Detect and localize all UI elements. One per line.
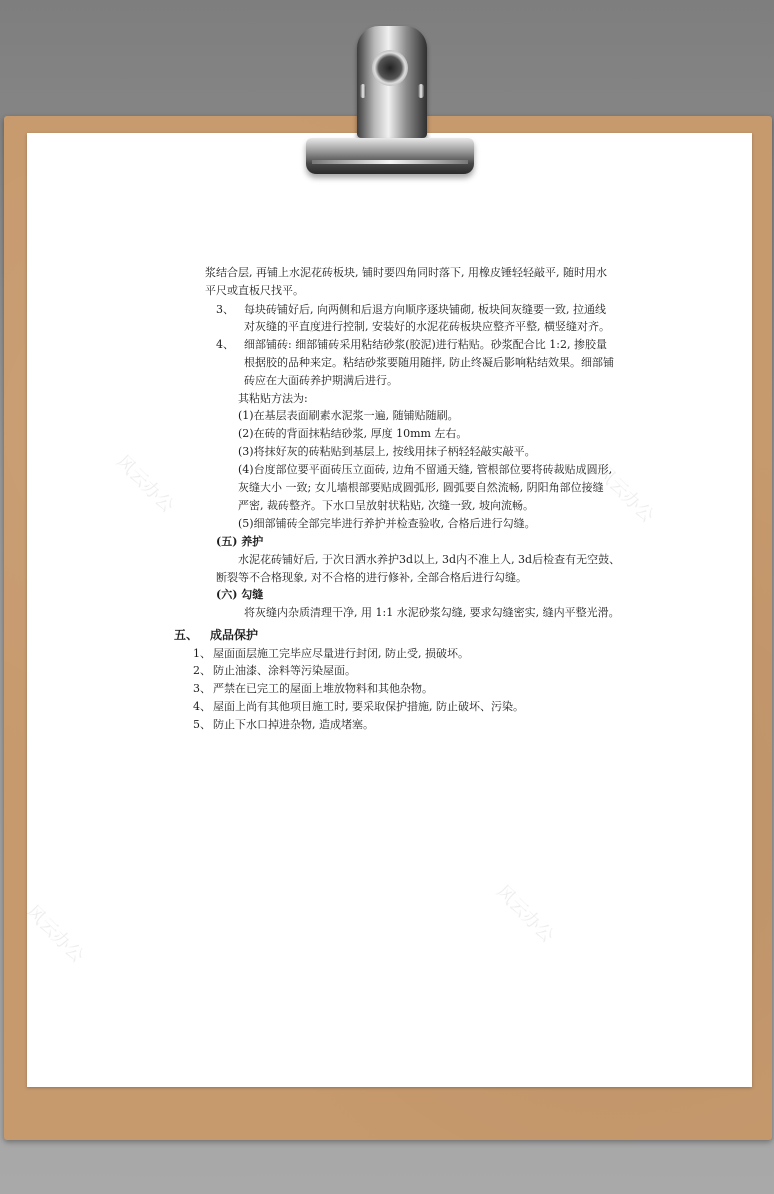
chapter-title: 成品保护 xyxy=(210,628,259,642)
method-step: (1)在基层表面刷素水泥浆一遍, 随铺贴随刷。 xyxy=(238,409,459,422)
list-item: 防止下水口掉进杂物, 造成堵塞。 xyxy=(213,718,374,731)
list-item: 严禁在已完工的屋面上堆放物料和其他杂物。 xyxy=(213,682,433,695)
list-item-number: 3、 xyxy=(193,682,211,695)
paragraph-line: 每块砖铺好后, 向两侧和后退方向顺序逐块铺砌, 板块间灰缝要一致, 拉通线 xyxy=(244,303,606,316)
watermark: 风云办公 xyxy=(492,881,558,947)
paragraph-line: 将灰缝内杂质清理干净, 用 1:1 水泥砂浆勾缝, 要求勾缝密实, 缝内平整光滑。 xyxy=(244,606,620,619)
paragraph-line: 砖应在大面砖养护期满后进行。 xyxy=(244,374,398,387)
chapter-number: 五、 xyxy=(174,628,199,642)
item-number: 4、 xyxy=(216,338,234,351)
paragraph-line: 根据胶的品种来定。粘结砂浆要随用随拌, 防止终凝后影响粘结效果。细部铺 xyxy=(244,356,614,369)
section-heading: (五) 养护 xyxy=(216,535,264,548)
paragraph-line: 断裂等不合格现象, 对不合格的进行修补, 全部合格后进行勾缝。 xyxy=(216,571,527,584)
list-item-number: 4、 xyxy=(193,700,211,713)
paragraph-line: 浆结合层, 再铺上水泥花砖板块, 铺时要四角同时落下, 用橡皮锤轻轻敲平, 随时用水 xyxy=(205,266,607,279)
method-step: 灰缝大小 一致; 女儿墙根部要贴成圆弧形, 圆弧要自然流畅, 阴阳角部位接缝 xyxy=(238,481,604,494)
list-item: 防止油漆、涂料等污染屋面。 xyxy=(213,664,356,677)
paragraph-line: 水泥花砖铺好后, 于次日洒水养护3d以上, 3d内不准上人, 3d后检查有无空鼓、 xyxy=(238,553,621,566)
watermark: 风云办公 xyxy=(22,901,88,967)
method-step: (3)将抹好灰的砖粘贴到基层上, 按线用抹子柄轻轻敲实敲平。 xyxy=(238,445,536,458)
watermark: 风云办公 xyxy=(592,461,658,527)
watermark: 风云办公 xyxy=(112,451,178,517)
method-step: (2)在砖的背面抹粘结砂浆, 厚度 10mm 左右。 xyxy=(238,427,468,440)
method-step: (4)台度部位要平面砖压立面砖, 边角不留通天缝, 管根部位要将砖裁贴成圆形, xyxy=(238,463,613,476)
method-step: (5)细部铺砖全部完毕进行养护并检查验收, 合格后进行勾缝。 xyxy=(238,517,536,530)
list-item: 屋面上尚有其他项目施工时, 要采取保护措施, 防止破坏、污染。 xyxy=(213,700,524,713)
list-item-number: 5、 xyxy=(193,718,211,731)
paragraph-line: 对灰缝的平直度进行控制, 安装好的水泥花砖板块应整齐平整, 横竖缝对齐。 xyxy=(244,320,610,333)
list-item-number: 2、 xyxy=(193,664,211,677)
method-title: 其粘贴方法为: xyxy=(238,392,308,405)
paragraph-line: 平尺或直板尺找平。 xyxy=(205,284,304,297)
method-step: 严密, 裁砖整齐。下水口呈放射状粘贴, 次缝一致, 坡向流畅。 xyxy=(238,499,534,512)
list-item: 屋面面层施工完毕应尽量进行封闭, 防止受, 损破坏。 xyxy=(213,647,469,660)
list-item-number: 1、 xyxy=(193,647,211,660)
item-number: 3、 xyxy=(216,303,234,316)
paragraph-line: 细部铺砖: 细部铺砖采用粘结砂浆(胶泥)进行粘贴。砂浆配合比 1:2, 掺胶量 xyxy=(244,338,607,351)
section-heading: (六) 勾缝 xyxy=(216,588,264,601)
